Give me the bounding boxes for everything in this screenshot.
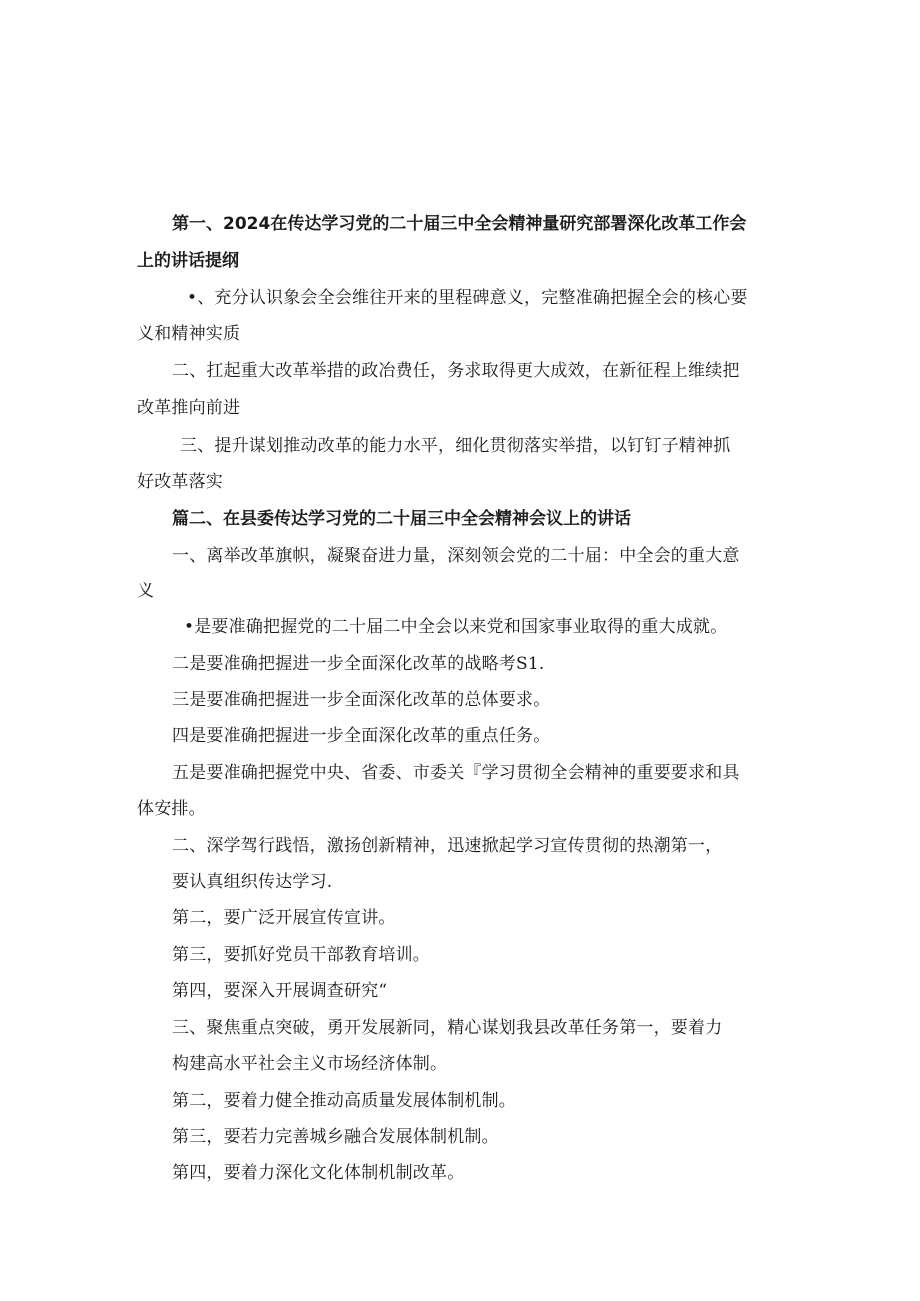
title-line-2: 上的讲话提纲 — [137, 251, 239, 271]
paragraph-line: 二是要准确把握进一步全面深化改革的战略考S1. — [172, 654, 545, 674]
paragraph-line: 第二，要着力健全推动高质量发展体制机制。 — [172, 1091, 516, 1111]
paragraph-line: 三是要准确把握进一步全面深化改革的总体要求。 — [172, 690, 551, 710]
paragraph-line: 体安排。 — [137, 799, 206, 819]
paragraph-line: 一、离举改革旗帜，凝聚奋进力量，深刻领会党的二十届：中全会的重大意 — [172, 546, 740, 566]
paragraph-line: 三、聚焦重点突破，勇开发展新同，精心谋划我县改革任务第一，要着力 — [172, 1018, 723, 1038]
paragraph-line: 第三，要若力完善城乡融合发展体制机制。 — [172, 1127, 499, 1147]
section-heading: 篇二、在县委传达学习党的二十届三中全会精神会议上的讲话 — [172, 509, 631, 529]
paragraph-line: 要认真组织传达学习. — [172, 872, 333, 892]
paragraph-line: 四是要准确把握进一步全面深化改革的重点任务。 — [172, 726, 551, 746]
paragraph-line: 五是要准确把握党中央、省委、市委关『学习贯彻全会精神的重要要求和具 — [172, 763, 740, 783]
paragraph-line: 义 — [137, 581, 155, 601]
paragraph-line: 义和精神实质 — [137, 324, 241, 344]
paragraph-line: 二、扛起重大改革举措的政冶费任，务求取得更大成效，在新征程上维续把 — [172, 361, 740, 381]
paragraph-line: 第四，要深入开展调查研究“ — [172, 981, 388, 1001]
title-line-1: 第一、2024在传达学习党的二十届三中全会精神量研究部署深化改革工作会 — [172, 214, 747, 234]
paragraph-line: 好改革落实 — [137, 472, 223, 492]
paragraph-line: 构建高水平社会主义市场经济体制。 — [172, 1054, 448, 1074]
paragraph-line: •是要准确把握党的二十届二中全会以来党和国家事业取得的重大成就。 — [184, 617, 728, 637]
paragraph-line: 三、提升谋划推动改革的能力水平，细化贯彻落实举措，以钉钉子精神抓 — [180, 436, 731, 456]
paragraph-line: 第二，要广泛开展宣传宣讲。 — [172, 908, 396, 928]
paragraph-line: •、充分认识象会全会维往开来的里程碑意义，完整准确把握全会的核心要 — [187, 288, 748, 308]
paragraph-line: 二、深学驾行践悟，激扬创新精神，迅速掀起学习宣传贯彻的热潮第一， — [172, 836, 723, 856]
paragraph-line: 第四，要着力深化文化体制机制改革。 — [172, 1163, 465, 1183]
paragraph-line: 第三，要抓好党员干部教育培训。 — [172, 945, 430, 965]
paragraph-line: 改革推向前进 — [137, 398, 241, 418]
